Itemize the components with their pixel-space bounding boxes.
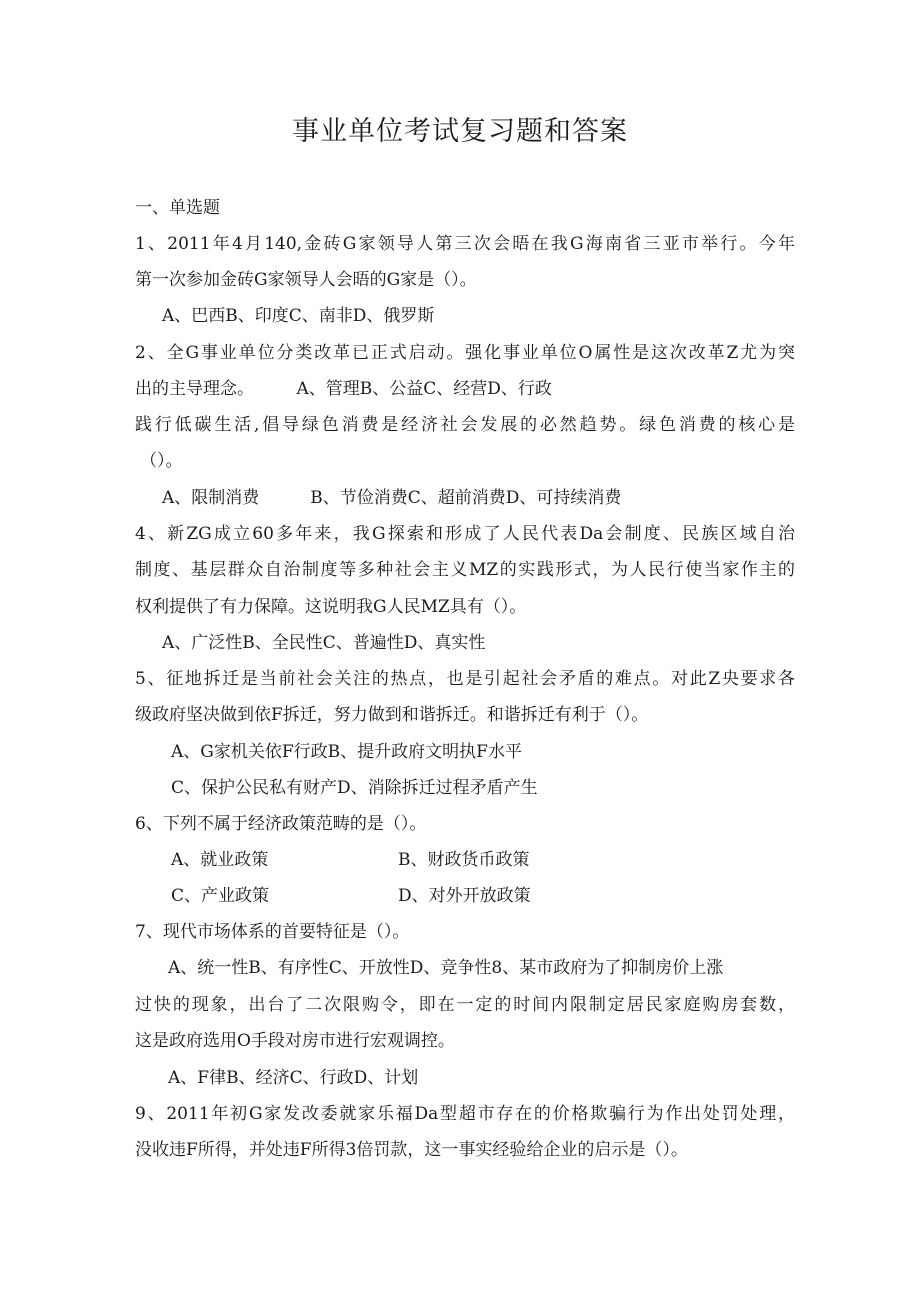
question-9-line-1: 9、2011年初G家发改委就家乐福Da型超市存在的价格欺骗行为作出处罚处理， [135, 1104, 795, 1124]
question-8-line-3: 这是政府选用O手段对房市进行宏观调控。 [135, 1031, 455, 1051]
section-heading: 一、单选题 [135, 198, 220, 218]
question-3-line-1: 践行低碳生活,倡导绿色消费是经济社会发展的必然趋势。绿色消费的核心是 [135, 415, 795, 435]
question-1-line-1: 1、2011年4月140,金砖G家领导人第三次会晤在我G海南省三亚市举行。今年 [135, 234, 795, 254]
question-6-line-1: 6、下列不属于经济政策范畴的是（）。 [135, 814, 427, 834]
question-1-options: A、巴西B、印度C、南非D、俄罗斯 [162, 306, 435, 326]
question-3-options: A、限制消费 B、节俭消费C、超前消费D、可持续消费 [162, 488, 622, 508]
question-4-line-1: 4、新ZG成立60多年来，我G探索和形成了人民代表Da会制度、民族区域自治 [135, 524, 795, 544]
question-4-line-3: 权利提供了有力保障。这说明我G人民MZ具有（）。 [135, 597, 527, 617]
question-7-options-and-question-8: A、统一性B、有序性C、开放性D、竞争性8、某市政府为了抑制房价上涨 [168, 958, 724, 978]
question-1-line-2: 第一次参加金砖G家领导人会晤的G家是（）。 [135, 270, 477, 290]
question-6-option-d: D、对外开放政策 [398, 886, 531, 906]
document-title: 事业单位考试复习题和答案 [292, 116, 628, 147]
question-2-line-1: 2、全G事业单位分类改革已正式启动。强化事业单位O属性是这次改革Z尤为突 [135, 343, 795, 363]
question-5-options-1: A、G家机关依F行政B、提升政府文明执F水平 [171, 742, 522, 762]
question-5-line-2: 级政府坚决做到依F拆迁，努力做到和谐拆迁。和谐拆迁有利于（）。 [135, 705, 649, 725]
question-6-option-b: B、财政货币政策 [398, 850, 530, 870]
question-5-line-1: 5、征地拆迁是当前社会关注的热点，也是引起社会矛盾的难点。对此Z央要求各 [135, 669, 795, 689]
question-7-line-1: 7、现代市场体系的首要特征是（）。 [135, 922, 410, 942]
question-4-line-2: 制度、基层群众自治制度等多种社会主义MZ的实践形式，为人民行使当家作主的 [135, 560, 795, 580]
question-5-options-2: C、保护公民私有财产D、消除拆迁过程矛盾产生 [171, 778, 538, 798]
question-9-line-2: 没收违F所得，并处违F所得3倍罚款，这一事实经验给企业的启示是（）。 [135, 1140, 688, 1160]
question-3-line-2: （）。 [140, 451, 183, 471]
question-4-options: A、广泛性B、全民性C、普遍性D、真实性 [162, 633, 486, 653]
question-8-line-2: 过快的现象，出台了二次限购令，即在一定的时间内限制定居民家庭购房套数， [135, 995, 795, 1015]
question-2-line-2: 出的主导理念。 A、管理B、公益C、经营D、行政 [135, 379, 552, 399]
question-6-option-c: C、产业政策 [171, 886, 270, 906]
question-8-options: A、F律B、经济C、行政D、计划 [168, 1068, 419, 1088]
question-6-option-a: A、就业政策 [171, 850, 269, 870]
